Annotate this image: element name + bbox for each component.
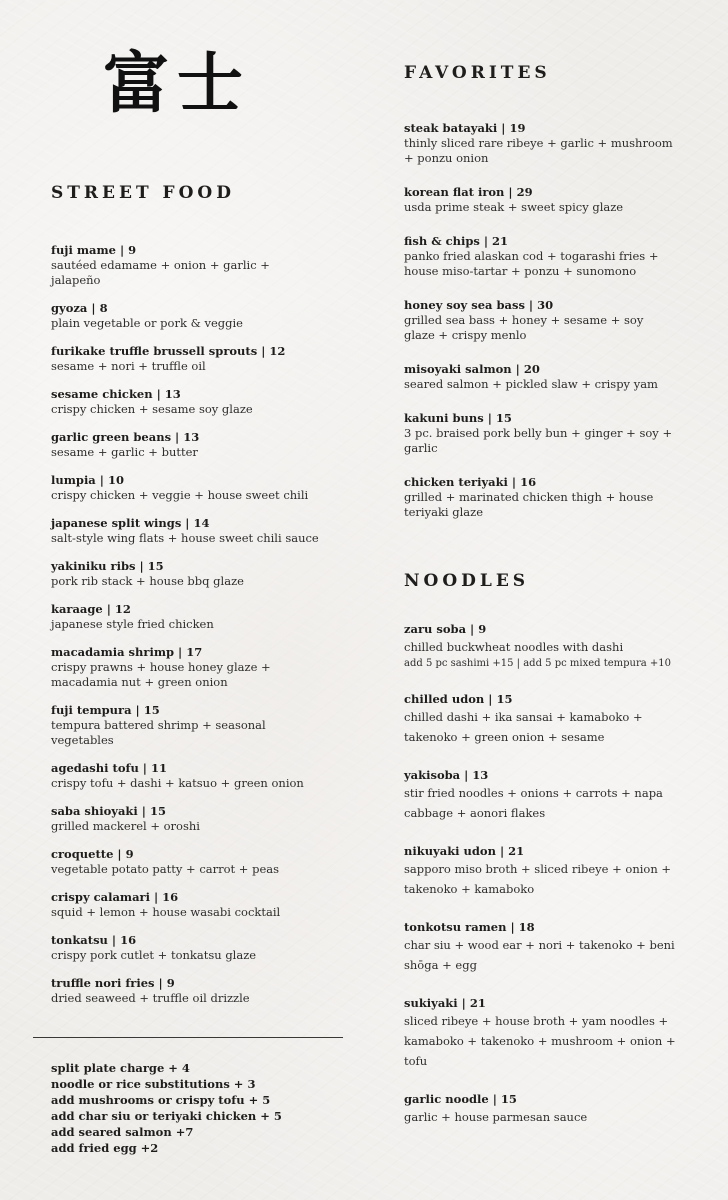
item-description: chilled buckwheat noodles with dashi (404, 640, 624, 654)
extra-line: add seared salmon +7 (51, 1125, 194, 1139)
menu-item (404, 767, 684, 823)
menu-item (404, 919, 684, 975)
item-name: zaru soba | 9 (404, 622, 487, 636)
item-addon-note: add 5 pc sashimi +15 | add 5 pc mixed tempura +10 (404, 658, 671, 669)
item-description: pork rib stack + house bbq glaze (51, 574, 244, 588)
street-food-list (51, 242, 321, 1018)
menu-item (51, 889, 321, 920)
menu-item (404, 184, 674, 215)
item-name: lumpia | 10 (51, 473, 124, 487)
item-name: fish & chips | 21 (404, 234, 509, 248)
menu-item (51, 343, 321, 374)
item-name: japanese split wings | 14 (51, 516, 210, 530)
item-description: squid + lemon + house wasabi cocktail (51, 905, 281, 919)
item-description: sapporo miso broth + sliced ribeye + onion + takenoko + kamaboko (404, 862, 672, 896)
item-name: furikake truffle brussell sprouts | 12 (51, 344, 286, 358)
menu-item (51, 386, 321, 417)
menu-item (51, 932, 321, 963)
menu-item (404, 843, 684, 899)
item-name: macadamia shrimp | 17 (51, 645, 203, 659)
item-name: saba shioyaki | 15 (51, 804, 166, 818)
item-description: seared salmon + pickled slaw + crispy yam (404, 377, 658, 391)
item-description: sautéed edamame + onion + garlic + jalapeño (51, 258, 270, 287)
item-name: kakuni buns | 15 (404, 411, 512, 425)
extras-list (51, 1060, 282, 1156)
menu-item (51, 601, 321, 632)
item-description: stir fried noodles + onions + carrots + napa cabbage + aonori flakes (404, 786, 663, 820)
extra-line: add char siu or teriyaki chicken + 5 (51, 1109, 282, 1123)
item-name: yakisoba | 13 (404, 768, 489, 782)
noodles-list (404, 621, 684, 1147)
restaurant-logo: 富士 (103, 44, 251, 122)
menu-item (404, 361, 674, 392)
menu-item (51, 975, 321, 1006)
menu-item (51, 846, 321, 877)
item-name: sesame chicken | 13 (51, 387, 181, 401)
street-food-heading: STREET FOOD (51, 183, 235, 203)
item-name: honey soy sea bass | 30 (404, 298, 554, 312)
item-description: japanese style fried chicken (51, 617, 214, 631)
item-name: fuji mame | 9 (51, 243, 137, 257)
item-description: 3 pc. braised pork belly bun + ginger + soy + garlic (404, 426, 673, 455)
item-description: tempura battered shrimp + seasonal vegetables (51, 718, 266, 747)
menu-item (404, 120, 674, 166)
menu-item (404, 691, 684, 747)
section-divider (33, 1037, 343, 1038)
item-name: crispy calamari | 16 (51, 890, 179, 904)
item-description: sliced ribeye + house broth + yam noodles + kamaboko + takenoko + mushroom + onion + tofu (404, 1014, 676, 1068)
item-description: salt-style wing flats + house sweet chili sauce (51, 531, 319, 545)
item-name: karaage | 12 (51, 602, 131, 616)
item-description: grilled mackerel + oroshi (51, 819, 200, 833)
menu-item (51, 760, 321, 791)
item-description: crispy chicken + veggie + house sweet chili (51, 488, 309, 502)
menu-item (404, 621, 684, 671)
item-description: dried seaweed + truffle oil drizzle (51, 991, 250, 1005)
menu-item (404, 474, 674, 520)
menu-item (51, 429, 321, 460)
item-description: crispy pork cutlet + tonkatsu glaze (51, 948, 257, 962)
item-name: steak batayaki | 19 (404, 121, 526, 135)
item-name: nikuyaki udon | 21 (404, 844, 525, 858)
item-description: char siu + wood ear + nori + takenoko + beni shōga + egg (404, 938, 675, 972)
menu-item (51, 472, 321, 503)
menu-item (404, 233, 674, 279)
item-name: sukiyaki | 21 (404, 996, 486, 1010)
item-description: thinly sliced rare ribeye + garlic + mushroom + ponzu onion (404, 136, 673, 165)
item-description: grilled sea bass + honey + sesame + soy glaze + crispy menlo (404, 313, 644, 342)
item-description: garlic + house parmesan sauce (404, 1110, 588, 1124)
menu-item (51, 644, 321, 690)
menu-item (51, 558, 321, 589)
item-description: usda prime steak + sweet spicy glaze (404, 200, 624, 214)
menu-item (404, 410, 674, 456)
item-name: misoyaki salmon | 20 (404, 362, 540, 376)
item-description: sesame + garlic + butter (51, 445, 198, 459)
item-name: chilled udon | 15 (404, 692, 513, 706)
item-description: crispy chicken + sesame soy glaze (51, 402, 253, 416)
item-name: yakiniku ribs | 15 (51, 559, 164, 573)
item-name: chicken teriyaki | 16 (404, 475, 537, 489)
item-name: garlic noodle | 15 (404, 1092, 517, 1106)
item-name: fuji tempura | 15 (51, 703, 160, 717)
extra-line: add mushrooms or crispy tofu + 5 (51, 1093, 271, 1107)
menu-item (404, 297, 674, 343)
item-name: truffle nori fries | 9 (51, 976, 175, 990)
menu-item (51, 300, 321, 331)
item-name: agedashi tofu | 11 (51, 761, 167, 775)
extra-line: add fried egg +2 (51, 1141, 159, 1155)
extra-line: noodle or rice substitutions + 3 (51, 1077, 256, 1091)
item-name: gyoza | 8 (51, 301, 108, 315)
item-name: croquette | 9 (51, 847, 134, 861)
noodles-heading: NOODLES (404, 571, 530, 591)
item-description: crispy prawns + house honey glaze + macadamia nut + green onion (51, 660, 271, 689)
item-name: tonkotsu ramen | 18 (404, 920, 535, 934)
item-name: korean flat iron | 29 (404, 185, 533, 199)
menu-item (404, 995, 684, 1071)
item-description: panko fried alaskan cod + togarashi fries + house miso-tartar + ponzu + sunomono (404, 249, 659, 278)
menu-item (51, 702, 321, 748)
item-description: plain vegetable or pork & veggie (51, 316, 243, 330)
item-description: grilled + marinated chicken thigh + house teriyaki glaze (404, 490, 654, 519)
favorites-list (404, 120, 674, 538)
menu-item (51, 242, 321, 288)
item-description: vegetable potato patty + carrot + peas (51, 862, 280, 876)
item-name: tonkatsu | 16 (51, 933, 137, 947)
item-description: crispy tofu + dashi + katsuo + green onion (51, 776, 304, 790)
menu-item (51, 515, 321, 546)
menu-item (404, 1091, 684, 1127)
item-name: garlic green beans | 13 (51, 430, 200, 444)
menu-item (51, 803, 321, 834)
favorites-heading: FAVORITES (404, 63, 551, 83)
extra-line: split plate charge + 4 (51, 1061, 190, 1075)
item-description: sesame + nori + truffle oil (51, 359, 206, 373)
item-description: chilled dashi + ika sansai + kamaboko + takenoko + green onion + sesame (404, 710, 643, 744)
